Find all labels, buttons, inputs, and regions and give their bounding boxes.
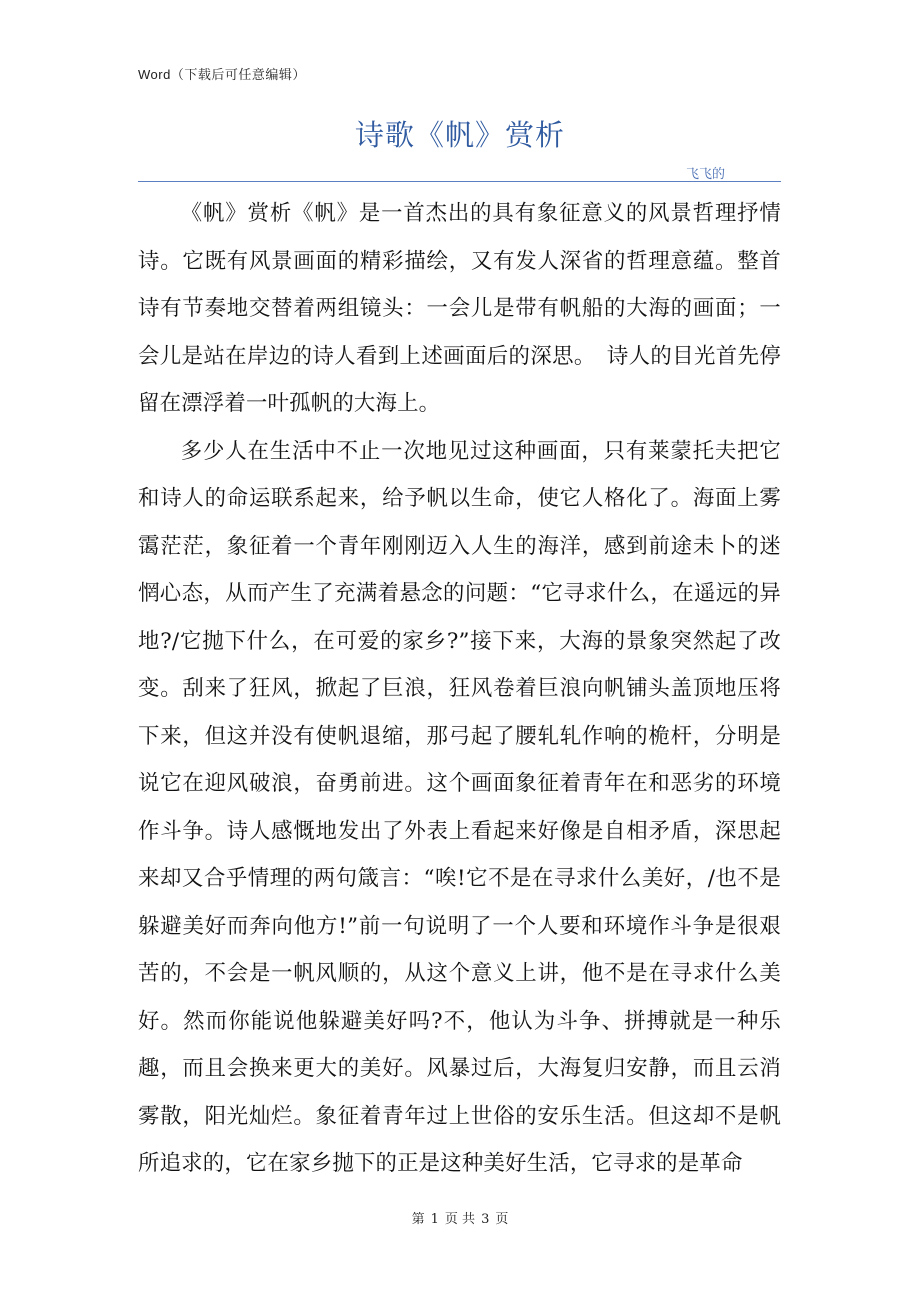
paragraph: 多少人在生活中不止一次地见过这种画面，只有莱蒙托夫把它和诗人的命运联系起来，给予帆以生命，使它人格化了。海面上雾霭茫茫，象征着一个青年刚刚迈入人生的海洋，感到前途未卜的迷惘心态，从而产生了充满着悬念的问题：“它寻求什么，在遥远的异地?/它抛下什么，在可爱的家乡?”接下来，大海的景象突然起了改变。刮来了狂风，掀起了巨浪，狂风卷着巨浪向帆铺头盖顶地压将下来，但这并没有使帆退缩，那弓起了腰轧轧作响的桅杆，分明是说它在迎风破浪，奋勇前进。这个画面象征着青年在和恶劣的环境作斗争。诗人感慨地发出了外表上看起来好像是自相矛盾，深思起来却又合乎情理的两句箴言：“唉!它不是在寻求什么美好，/也不是躲避美好而奔向他方!”前一句说明了一个人要和环境作斗争是很艰苦的，不会是一帆风顺的，从这个意义上讲，他不是在寻求什么美好。然而你能说他躲避美好吗?不，他认为斗争、拼搏就是一种乐趣，而且会换来更大的美好。风暴过后，大海复归安静，而且云消雾散，阳光灿烂。象征着青年过上世俗的安乐生活。但这却不是帆所追求的，它在家乡抛下的正是这种美好生活，它寻求的是革命	[138, 438, 781, 1176]
page-title: 诗歌《帆》赏析	[354, 118, 565, 152]
footer-prefix: 第	[411, 1212, 425, 1227]
title-rule	[138, 181, 781, 182]
document-body	[138, 190, 781, 1188]
author-name: 飞飞的	[686, 167, 726, 182]
header-note: Word（下载后可任意编辑）	[138, 67, 306, 82]
footer-page-number: 1	[430, 1212, 439, 1227]
paragraph: 《帆》赏析《帆》是一首杰出的具有象征意义的风景哲理抒情诗。它既有风景画面的精彩描绘，又有发人深省的哲理意蕴。整首诗有节奏地交替着两组镜头：一会儿是带有帆船的大海的画面；一会儿是站在岸边的诗人看到上述画面后的深思。 诗人的目光首先停留在漂浮着一叶孤帆的大海上。	[138, 201, 781, 416]
footer-total-pages: 3	[481, 1212, 490, 1227]
footer-middle: 页 共	[444, 1212, 476, 1227]
page-footer	[0, 1208, 920, 1227]
footer-suffix: 页	[495, 1212, 509, 1227]
